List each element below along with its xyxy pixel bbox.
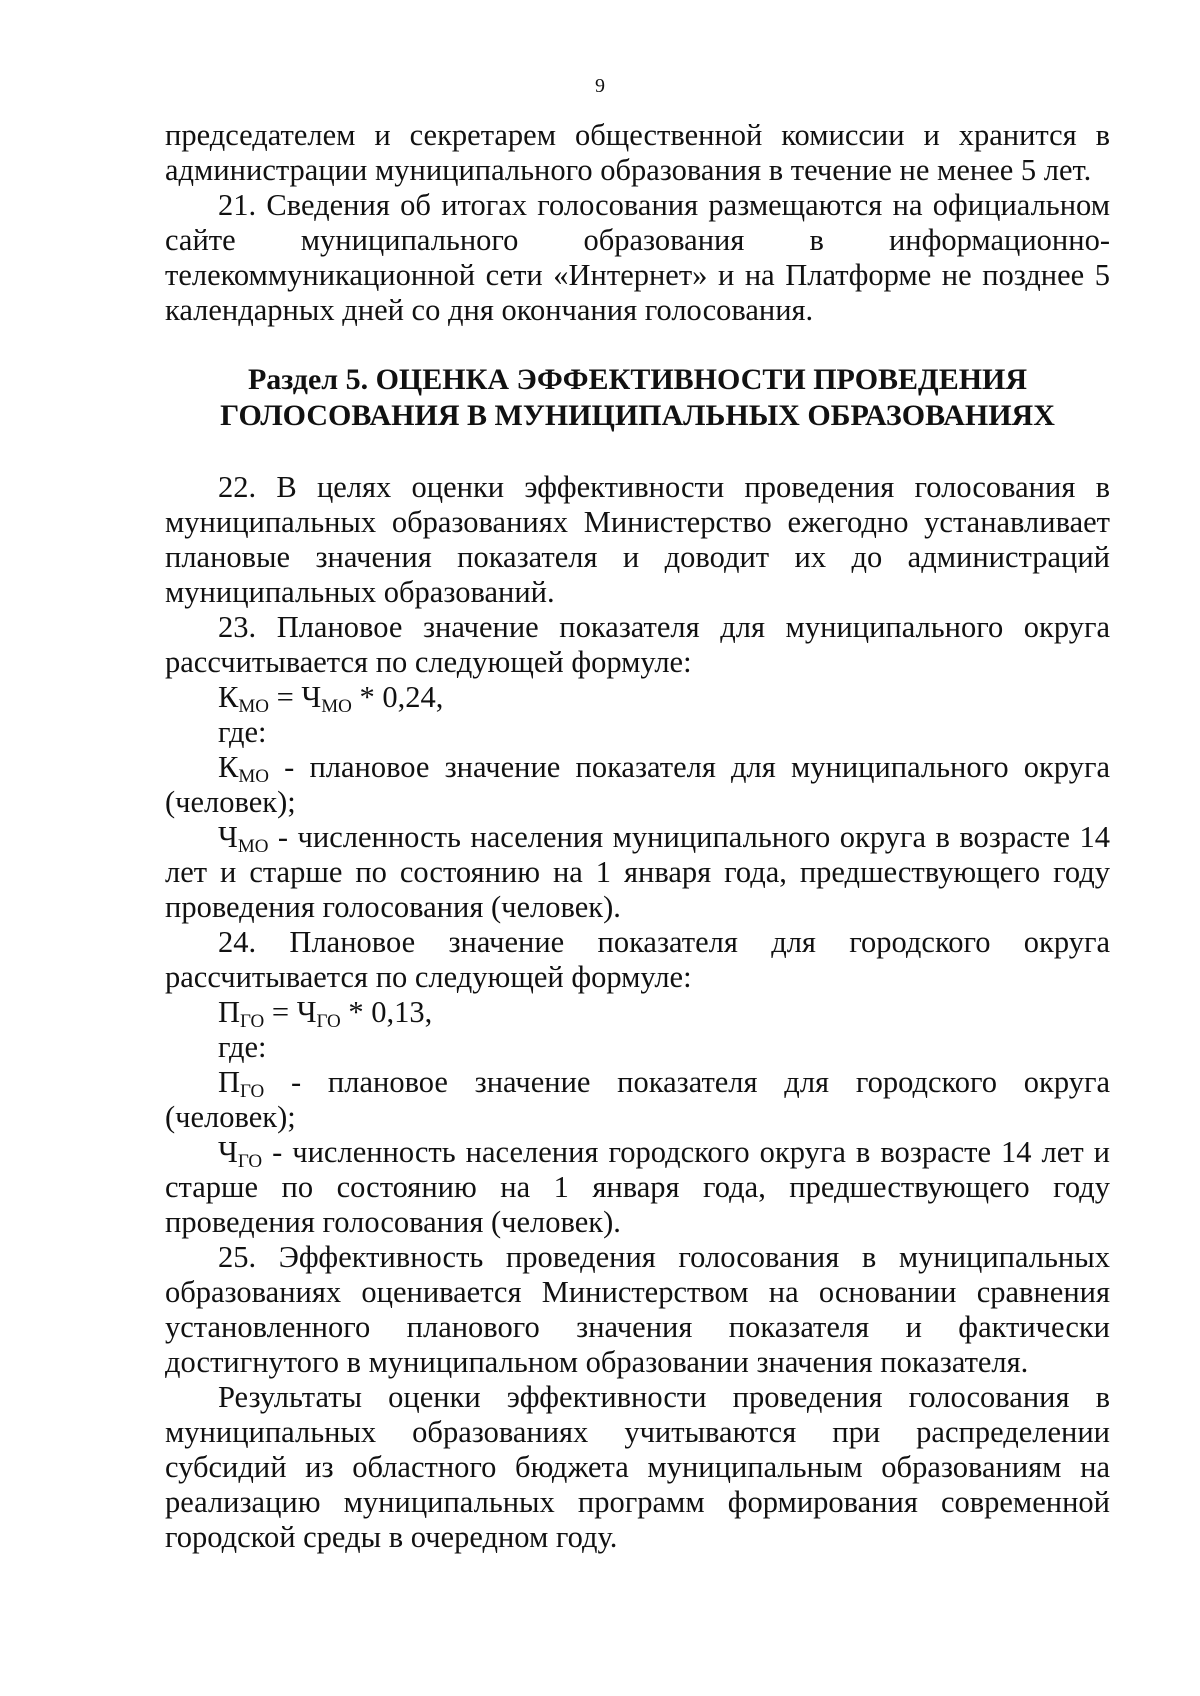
definition-subscript: МО [238, 766, 269, 787]
paragraph-22: 22. В целях оценки эффективности проведения голосования в муниципальных образованиях Министерство ежегодно устанавливает плановые значения показателя и доводит их до администраций муниципальных образований. [165, 470, 1110, 609]
formula-lhs: К [218, 680, 239, 714]
definition-symbol: П [218, 1065, 241, 1099]
formula-equals: = [264, 995, 297, 1029]
section-heading-line-1: Раздел 5. ОЦЕНКА ЭФФЕКТИВНОСТИ ПРОВЕДЕНИЯ [247, 363, 1028, 396]
definition-text: - плановое значение показателя для муниципального округа (человек); [165, 750, 1110, 819]
page-number: 9 [595, 75, 605, 97]
where-label: где: [218, 1030, 267, 1064]
formula-equals: = [268, 680, 302, 714]
definition-text: - численность населения муниципального округа в возрасте 14 лет и старше по состоянию на 1 января года, предшествующего году проведения голосования (человек). [165, 820, 1110, 924]
definition-text: - плановое значение показателя для городского округа (человек); [165, 1065, 1110, 1134]
definition-subscript: ГО [237, 1151, 263, 1172]
formula-lhs: П [218, 995, 241, 1029]
formula-lhs-subscript: ГО [240, 1011, 265, 1032]
definition-p-go [165, 1065, 1110, 1135]
formula-rhs-subscript: МО [321, 696, 352, 717]
where-label: где: [218, 715, 267, 749]
definition-ch-go [165, 1135, 1110, 1240]
paragraph-results: Результаты оценки эффективности проведения голосования в муниципальных образованиях учитываются при распределении субсидий из областного бюджета муниципальным образованиям на реализацию муниципальных программ формирования современной городской среды в очередном году. [165, 1380, 1110, 1554]
paragraph-23: 23. Плановое значение показателя для муниципального округа рассчитывается по следующей формуле: [165, 610, 1110, 679]
definition-symbol: Ч [218, 820, 238, 854]
formula-rhs: Ч [301, 680, 322, 714]
definition-k-mo [165, 750, 1110, 820]
formula-city-district [165, 995, 1110, 1030]
definition-symbol: Ч [218, 1135, 238, 1169]
formula-tail: * 0,24, [351, 680, 444, 714]
definition-subscript: МО [237, 836, 269, 857]
section-heading-line-2: ГОЛОСОВАНИЯ В МУНИЦИПАЛЬНЫХ ОБРАЗОВАНИЯХ [220, 399, 1055, 432]
section-heading [165, 362, 1110, 434]
formula-municipal-district [165, 680, 1110, 715]
definition-subscript: ГО [240, 1081, 265, 1102]
formula-rhs: Ч [296, 995, 317, 1029]
definition-ch-mo [165, 820, 1110, 925]
paragraph-21: 21. Сведения об итогах голосования размещаются на официальном сайте муниципального образования в информационно-телекоммуникационной сети «Интернет» и на Платформе не позднее 5 календарных дней со дня окончания голосования. [165, 188, 1110, 327]
formula-lhs-subscript: МО [238, 696, 269, 717]
formula-tail: * 0,13, [340, 995, 433, 1029]
formula-rhs-subscript: ГО [316, 1011, 341, 1032]
paragraph-25: 25. Эффективность проведения голосования в муниципальных образованиях оценивается Министерством на основании сравнения установленного планового значения показателя и фактически достигнутого в муниципальном образовании значения показателя. [165, 1240, 1110, 1379]
document-body [165, 118, 1110, 1555]
definition-text: - численность населения городского округа в возрасте 14 лет и старше по состоянию на 1 января года, предшествующего году проведения голосования (человек). [165, 1135, 1110, 1239]
definition-symbol: К [218, 750, 239, 784]
paragraph-24: 24. Плановое значение показателя для городского округа рассчитывается по следующей формуле: [165, 925, 1110, 994]
paragraph-continuation: председателем и секретарем общественной комиссии и хранится в администрации муниципального образования в течение не менее 5 лет. [165, 118, 1110, 187]
